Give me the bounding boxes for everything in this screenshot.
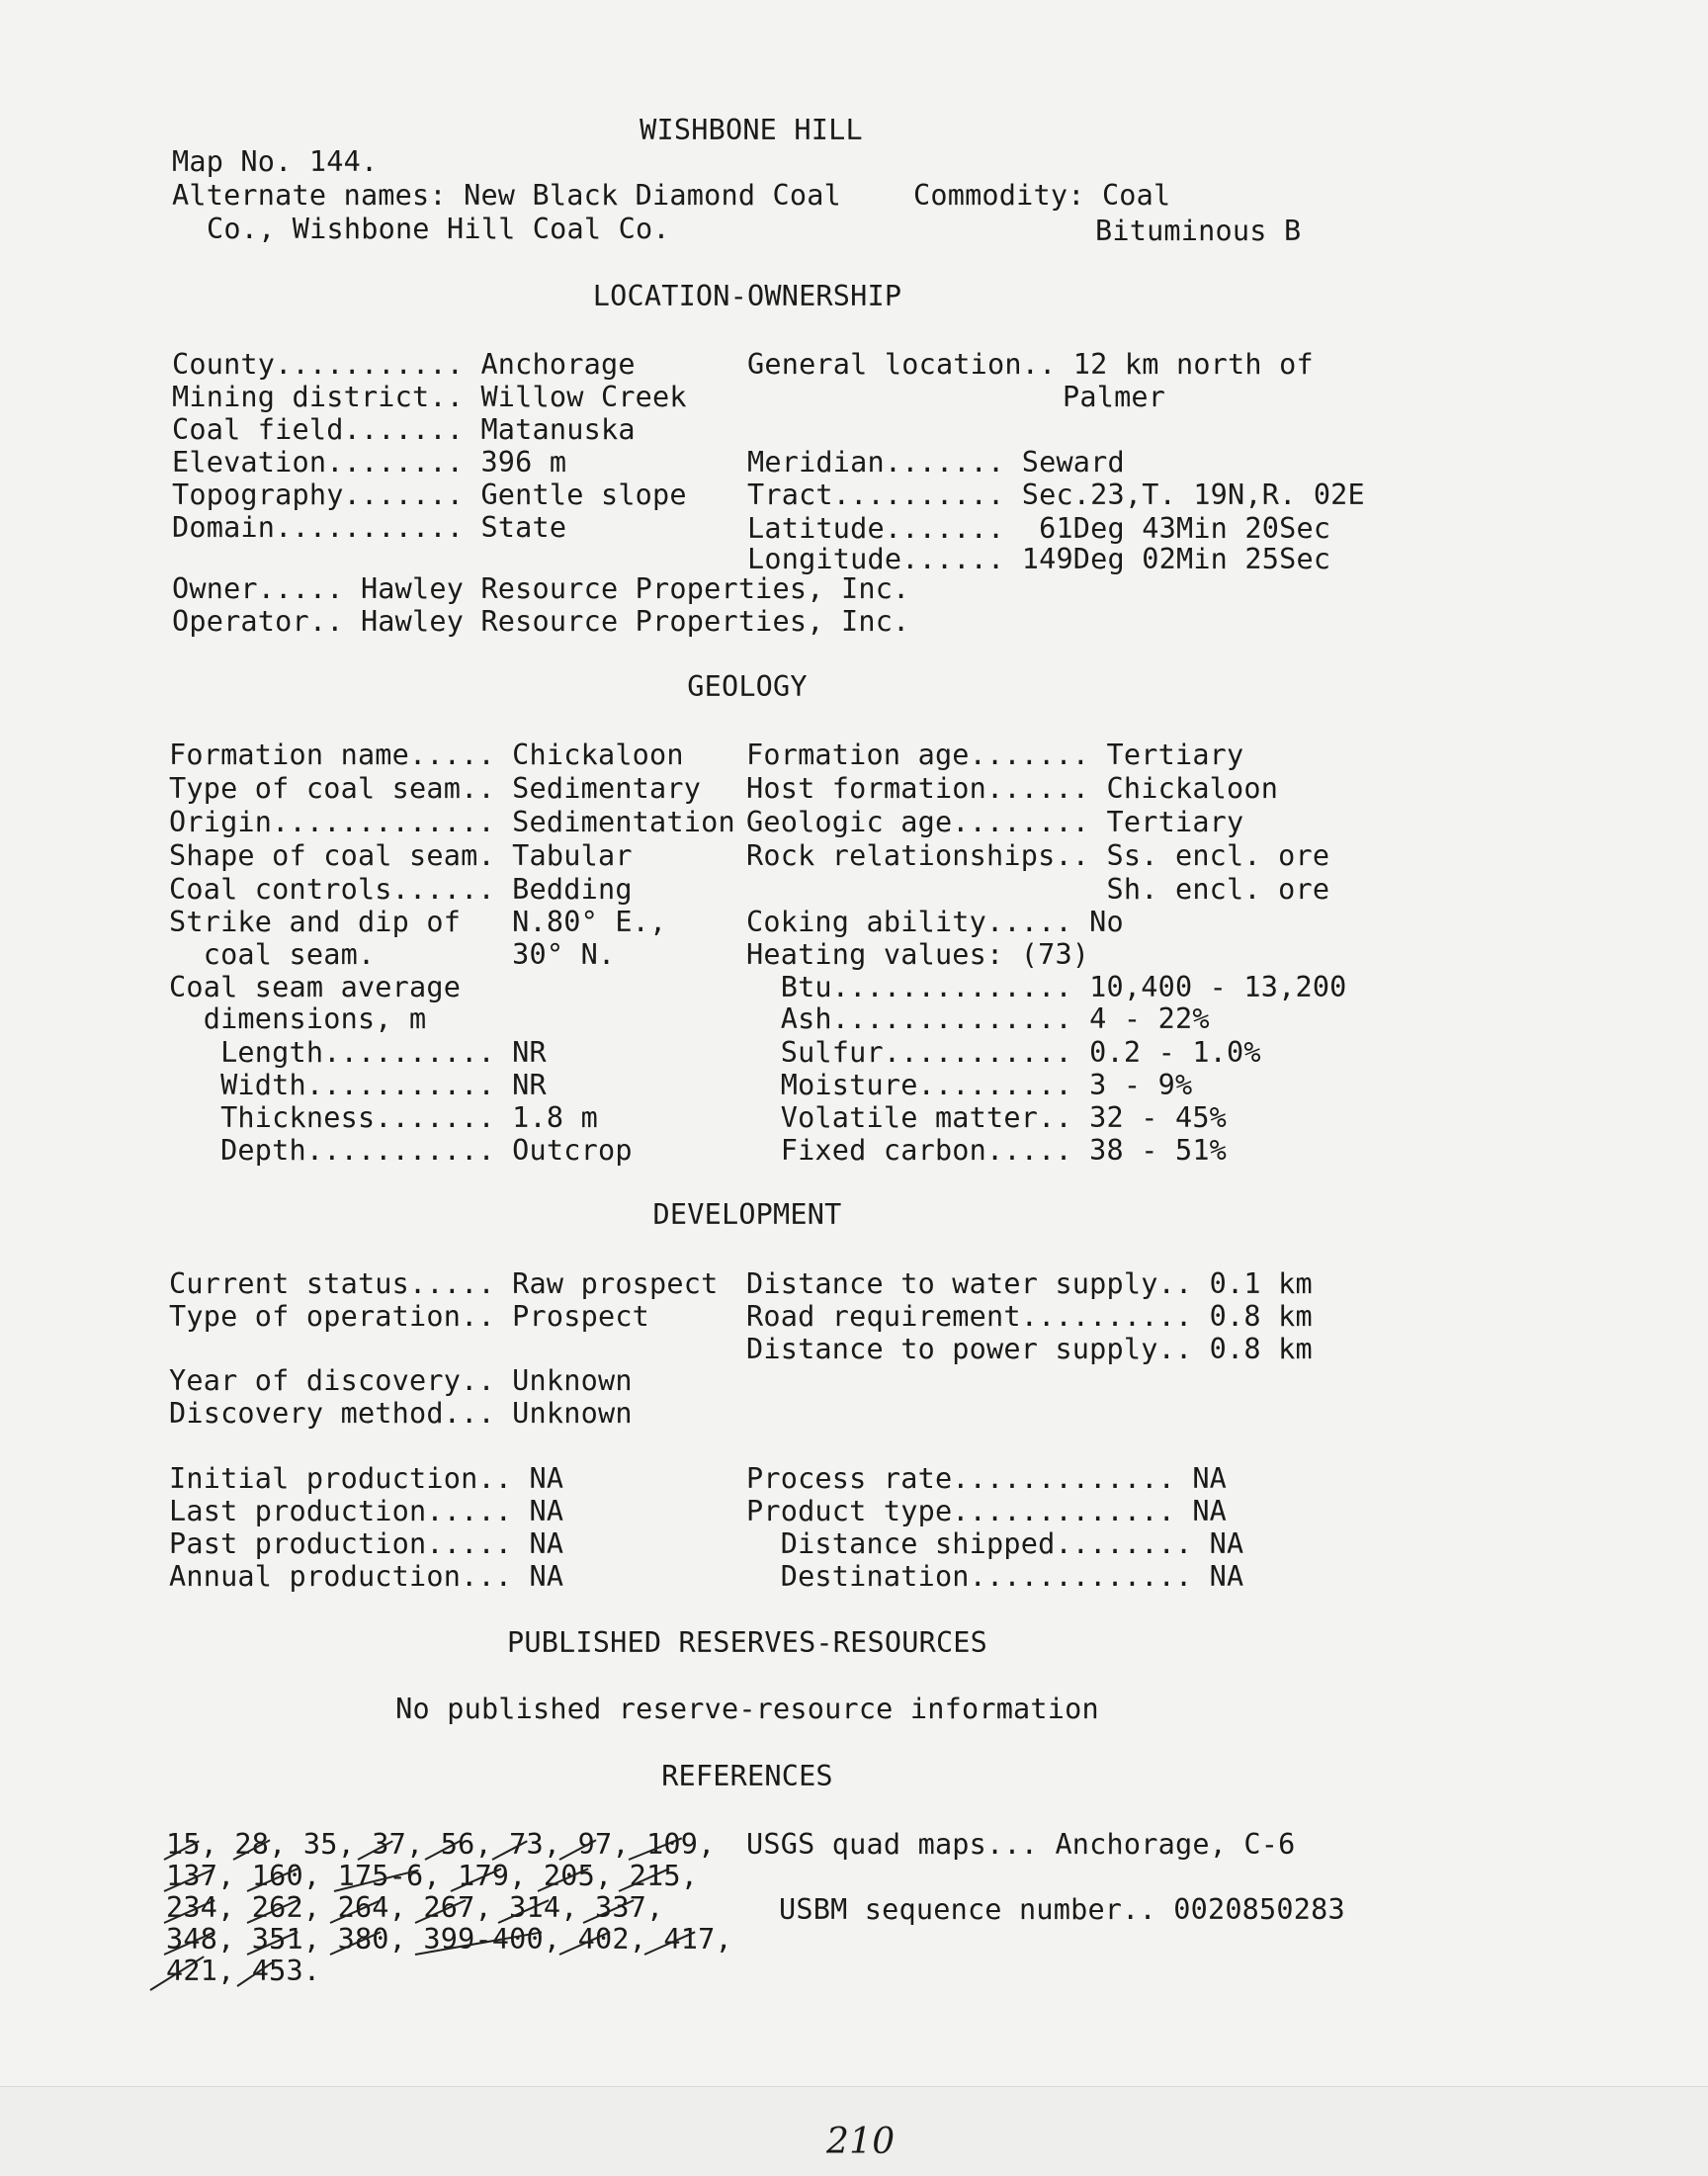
page-title: WISHBONE HILL — [640, 114, 863, 146]
geology-right-line: Btu.............. 10,400 - 13,200 — [746, 971, 1347, 1003]
distance-shipped: Distance shipped........ NA — [746, 1527, 1244, 1560]
meridian: Meridian....... Seward — [747, 446, 1125, 479]
elevation: Elevation........ 396 m — [172, 446, 567, 479]
last-production: Last production..... NA — [169, 1495, 564, 1527]
type-of-operation: Type of operation.. Prospect — [169, 1300, 650, 1333]
process-rate: Process rate............. NA — [746, 1462, 1228, 1495]
usgs-quad-maps: USGS quad maps... Anchorage, C-6 — [746, 1828, 1296, 1861]
distance-to-power-supply: Distance to power supply.. 0.8 km — [746, 1333, 1313, 1365]
general-location: General location.. 12 km north of — [747, 348, 1314, 381]
geology-left-line: Depth........... Outcrop — [169, 1134, 633, 1167]
geology-right-line: Sh. encl. ore — [746, 873, 1330, 906]
section-heading-reserves: PUBLISHED RESERVES-RESOURCES — [506, 1626, 988, 1659]
geology-left-line: coal seam. 30° N. — [169, 938, 616, 971]
general-location-cont: Palmer — [1063, 381, 1166, 413]
geology-left-line: Type of coal seam.. Sedimentary — [169, 772, 702, 805]
discovery-method: Discovery method... Unknown — [169, 1397, 633, 1430]
geology-right-line: Coking ability..... No — [746, 906, 1124, 938]
geology-left-line: Thickness....... 1.8 m — [169, 1101, 598, 1134]
geology-left-line: Length.......... NR — [169, 1036, 547, 1069]
topography: Topography....... Gentle slope — [172, 479, 687, 511]
geology-left-line: Origin............. Sedimentation — [169, 806, 735, 838]
alternate-names: Alternate names: New Black Diamond Coal — [172, 179, 841, 212]
geology-left-line: Shape of coal seam. Tabular — [169, 839, 633, 872]
geology-left-line: Strike and dip of N.80° E., — [169, 906, 667, 938]
geology-right-line: Formation age....... Tertiary — [746, 739, 1244, 771]
destination: Destination............. NA — [746, 1560, 1244, 1593]
latitude: Latitude....... 61Deg 43Min 20Sec — [747, 512, 1331, 545]
product-type: Product type............. NA — [746, 1495, 1228, 1527]
initial-production: Initial production.. NA — [169, 1462, 564, 1495]
reference-line: 421, 453. — [166, 1955, 321, 1987]
county: County........... Anchorage — [172, 348, 636, 381]
geology-right-line: Ash.............. 4 - 22% — [746, 1002, 1210, 1035]
owner: Owner..... Hawley Resource Properties, Inc. — [172, 572, 910, 605]
section-heading-development: DEVELOPMENT — [652, 1198, 842, 1231]
usbm-sequence-number: USBM sequence number.. 0020850283 — [779, 1893, 1345, 1926]
reference-line: 15, 28, 35, 37, 56, 73, 97, 109, — [166, 1828, 716, 1861]
current-status: Current status..... Raw prospect — [169, 1267, 719, 1300]
geology-right-line: Fixed carbon..... 38 - 51% — [746, 1134, 1228, 1167]
longitude: Longitude...... 149Deg 02Min 25Sec — [747, 543, 1331, 575]
year-of-discovery: Year of discovery.. Unknown — [169, 1364, 633, 1397]
section-heading-geology: GEOLOGY — [687, 670, 808, 703]
commodity: Commodity: Coal — [913, 179, 1171, 212]
commodity-rank: Bituminous B — [1095, 215, 1302, 247]
geology-right-line: Sulfur........... 0.2 - 1.0% — [746, 1036, 1261, 1069]
tract: Tract.......... Sec.23,T. 19N,R. 02E — [747, 479, 1365, 511]
operator: Operator.. Hawley Resource Properties, Inc. — [172, 605, 910, 638]
mining-district: Mining district.. Willow Creek — [172, 381, 687, 413]
road-requirement: Road requirement.......... 0.8 km — [746, 1300, 1313, 1333]
geology-right-line: Rock relationships.. Ss. encl. ore — [746, 839, 1330, 872]
section-heading-references: REFERENCES — [661, 1760, 833, 1792]
map-number: Map No. 144. — [172, 145, 379, 178]
handwritten-page-number: 210 — [826, 2122, 896, 2162]
geology-left-line: Formation name..... Chickaloon — [169, 739, 684, 771]
section-heading-location: LOCATION-OWNERSHIP — [592, 280, 902, 312]
alternate-names-cont: Co., Wishbone Hill Coal Co. — [207, 213, 670, 245]
geology-left-line: Coal controls...... Bedding — [169, 873, 633, 906]
distance-to-water-supply: Distance to water supply.. 0.1 km — [746, 1267, 1313, 1300]
geology-right-line: Moisture......... 3 - 9% — [746, 1069, 1193, 1101]
geology-right-line: Heating values: (73) — [746, 938, 1090, 971]
annual-production: Annual production... NA — [169, 1560, 564, 1593]
geology-right-line: Geologic age........ Tertiary — [746, 806, 1244, 838]
geology-left-line: Width........... NR — [169, 1069, 547, 1101]
domain: Domain........... State — [172, 511, 567, 544]
geology-right-line: Volatile matter.. 32 - 45% — [746, 1101, 1228, 1134]
geology-right-line: Host formation...... Chickaloon — [746, 772, 1279, 805]
past-production: Past production..... NA — [169, 1527, 564, 1560]
reference-line: 234, 262, 264, 267, 314, 337, — [166, 1891, 664, 1924]
geology-left-line: Coal seam average — [169, 971, 462, 1003]
coal-field: Coal field....... Matanuska — [172, 413, 636, 446]
reserves-statement: No published reserve-resource information — [395, 1693, 1099, 1725]
geology-left-line: dimensions, m — [169, 1002, 427, 1035]
reference-line: 348, 351, 380, 399-400, 402, 417, — [166, 1923, 732, 1956]
reference-line: 137, 160, 175-6, 179, 205, 215, — [166, 1860, 699, 1892]
